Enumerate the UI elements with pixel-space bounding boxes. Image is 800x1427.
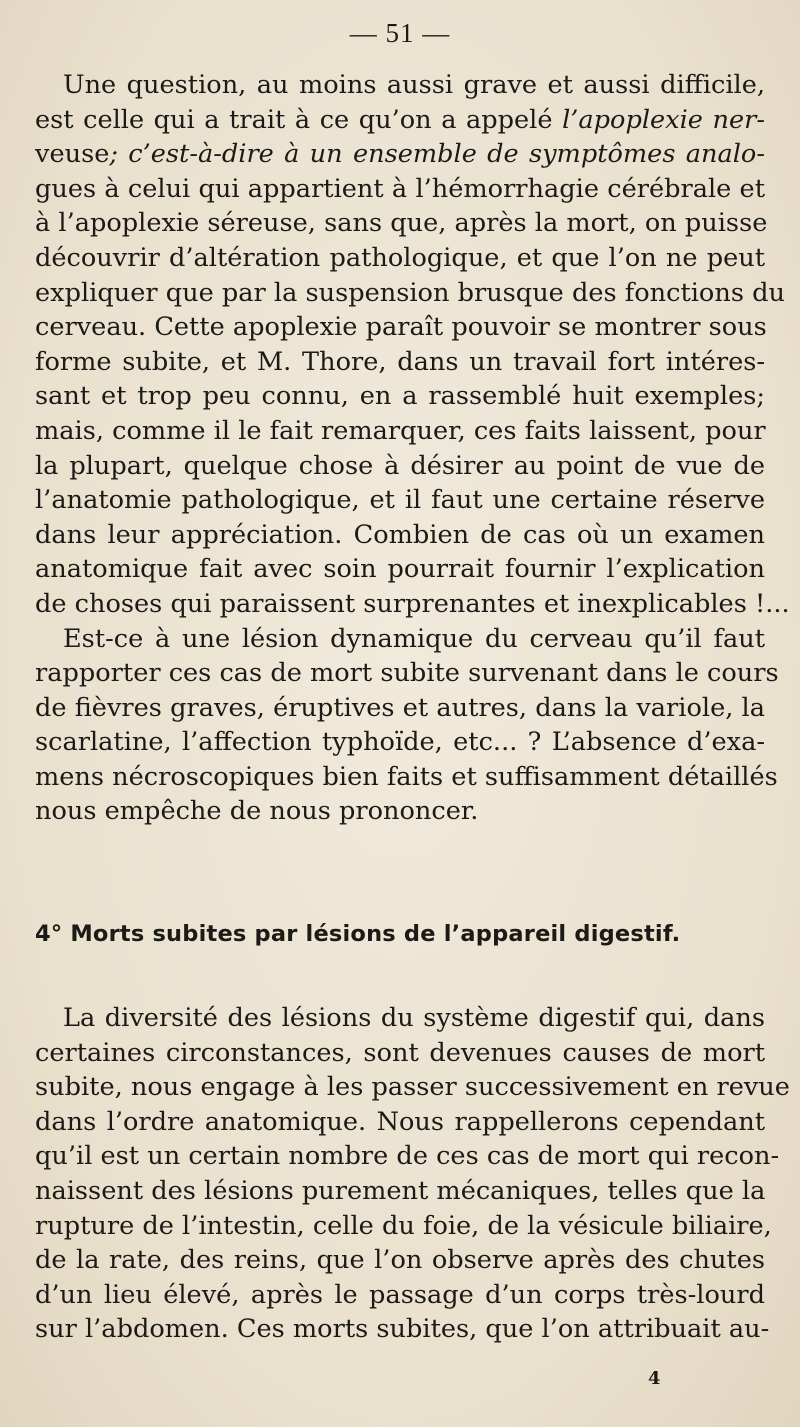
text-line: de la rate, des reins, que l’on observe après des chutes xyxy=(35,1245,765,1276)
text-line: veuse; c’est-à-dire à un ensemble de symptômes analo- xyxy=(35,139,765,170)
paragraph-apoplexie-nerveuse xyxy=(35,68,790,829)
text-line: la plupart, quelque chose à désirer au point de vue de xyxy=(35,450,765,481)
text-line: à l’apoplexie séreuse, sans que, après la mort, on puisse xyxy=(35,208,768,239)
text-line: découvrir d’altération pathologique, et que l’on ne peut xyxy=(35,242,765,273)
text-line: mais, comme il le fait remarquer, ces faits laissent, pour xyxy=(35,415,766,446)
text-line: Une question, au moins aussi grave et aussi difficile, xyxy=(63,70,765,100)
text-line: nous empêche de nous prononcer. xyxy=(35,796,479,827)
text-line: naissent des lésions purement mécaniques, telles que la xyxy=(35,1175,766,1206)
text-line: expliquer que par la suspension brusque des fonctions du xyxy=(35,277,785,308)
text-line: l’anatomie pathologique, et il faut une certaine réserve xyxy=(35,485,765,516)
text-line: subite, nous engage à les passer successivement en revue xyxy=(35,1072,790,1103)
text-line: dans l’ordre anatomique. Nous rappellerons cependant xyxy=(35,1106,765,1137)
text-line: Est-ce à une lésion dynamique du cerveau qu’il faut xyxy=(63,623,765,654)
text-line: mens nécroscopiques bien faits et suffisamment détaillés xyxy=(35,761,778,792)
text-line: anatomique fait avec soin pourrait fournir l’explication xyxy=(35,554,765,585)
signature-mark: 4 xyxy=(648,1368,661,1389)
text-line: de choses qui paraissent surprenantes et inexplicables !... xyxy=(35,588,790,619)
section-heading: 4° Morts subites par lésions de l’appareil digestif. xyxy=(35,921,681,947)
text-line: sur l’abdomen. Ces morts subites, que l’on attribuait au- xyxy=(35,1314,770,1345)
text-line: sant et trop peu connu, en a rassemblé huit exemples; xyxy=(35,381,765,412)
paragraph-appareil-digestif xyxy=(35,1001,790,1347)
text-line: rapporter ces cas de mort subite survenant dans le cours xyxy=(35,658,779,689)
text-line: rupture de l’intestin, celle du foie, de la vésicule biliaire, xyxy=(35,1210,772,1241)
page-number: — 51 — xyxy=(349,18,451,48)
text-line: cerveau. Cette apoplexie paraît pouvoir se montrer sous xyxy=(35,312,767,343)
text-line: gues à celui qui appartient à l’hémorrhagie cérébrale et xyxy=(35,173,765,204)
text-line: La diversité des lésions du système digestif qui, dans xyxy=(63,1003,765,1033)
text-line: forme subite, et M. Thore, dans un travail fort intéres- xyxy=(35,346,765,377)
text-line: est celle qui a trait à ce qu’on a appelé l’apoplexie ner- xyxy=(35,104,765,135)
text-line: dans leur appréciation. Combien de cas où un examen xyxy=(35,519,765,550)
text-line: d’un lieu élevé, après le passage d’un corps très-lourd xyxy=(35,1279,765,1310)
text-line: scarlatine, l’affection typhoïde, etc... ? L’absence d’exa- xyxy=(35,727,765,758)
text-line: qu’il est un certain nombre de ces cas de mort qui recon- xyxy=(35,1141,780,1172)
text-line: de fièvres graves, éruptives et autres, dans la variole, la xyxy=(35,692,765,723)
text-line: certaines circonstances, sont devenues causes de mort xyxy=(35,1037,765,1068)
